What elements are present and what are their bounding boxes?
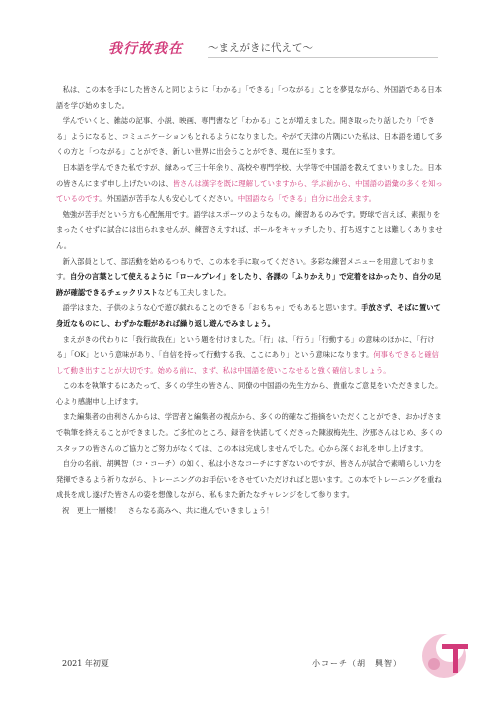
highlight-text: 中国語なら「できる」自分に出会えます。 (237, 194, 376, 204)
paragraph (56, 409, 444, 456)
author-name: 小コーチ（胡 興智） (312, 659, 402, 668)
paragraph (56, 82, 444, 113)
signature-date: 2021 年初夏 (62, 659, 109, 668)
paragraph (56, 254, 444, 301)
signature-block (56, 658, 416, 674)
paragraph (56, 456, 444, 503)
paragraph-text: まえがきの代わりに「我行故我在」という題を付けました。「行」は、「行う」「行動する」の意味のほかに、「行ける」「OK」という意味があり、「自信を持って行動する我、ここにあり」という意味になります。 (56, 334, 435, 360)
highlight-text: 何事もできると確信して動き出すことが大切です。始める前に、まず、私は中国語を使いこなせると強く確信しましょう。 (56, 350, 439, 375)
paragraph-text: 語学はまた、子供のような心で遊び戯れることのできる「おもちゃ」でもあると思います。 (62, 303, 362, 313)
bold-text: 手放さず、そばに置いて身近なものにし、わずかな暇があれば繰り返し遊んでみましょう。 (56, 303, 441, 328)
paragraph-text: 新入部員として、部活動を始めるつもりで、この本を手に取ってください。多彩な練習メニューを用意しております。 (56, 256, 435, 282)
paragraph (56, 207, 444, 254)
bold-text: 自分の言葉として使えるように「ロールプレイ」をしたり、各課の「ふりかえり」で定着をはかったり、自分の足跡が確認できるチェックリスト (56, 272, 442, 297)
paragraph-text: 勉強が苦手だという方も心配無用です。語学はスポーツのようなもの。練習あるのみです。野球で言えば、素振りをまったくせずに試合には出られませんが、練習さえすれば、ボールをキャッチしたり、打ち返すことは難しくありません。 (56, 209, 443, 250)
paragraph-text: 私は、この本を手にした皆さんと同じように「わかる」「できる」「つながる」ことを夢見ながら、外国語である日本語を学び始めました。 (56, 85, 442, 110)
paragraph (56, 378, 444, 409)
paragraph-list (56, 82, 444, 503)
page-subtitle: ～まえがきに代えて～ (208, 42, 313, 54)
paragraph-text: なども工夫しました。 (157, 287, 231, 297)
corner-ornament-icon (420, 628, 470, 680)
highlight-text: 皆さんは漢字を既に理解していますから、学ぶ前から、中国語の語彙の多くを知っているのです (56, 178, 443, 204)
paragraph (56, 160, 444, 207)
closing-line: 祝 更上一層楼！ さらなる高みへ、共に進んでいきましょう！ (62, 506, 274, 516)
page-title: 我行故我在 (108, 41, 183, 57)
paragraph (56, 332, 444, 379)
paragraph-text: また編集者の由利さんからは、学習者と編集者の視点から、多くの的確なご指摘をいただくことができ、おかげさまで執筆を終えることができました。ご多忙のところ、録音を快諾してくださった陳淑梅先生、汐那さんはじめ、多くのスタッフの皆さんのご協力とご努力がなくては、この本は完成しませんでした。心から深くお礼を申し上げます。 (56, 412, 443, 453)
paragraph-text: 日本語を学んできた私ですが、縁あって三十年余り、高校や専門学校、大学等で中国語を教えてまいりました。日本の皆さんにまず申し上げたいのは、 (56, 162, 442, 188)
paragraph-text: 学んでいくと、雑誌の記事、小説、映画、専門書など「わかる」ことが増えました。開き取ったり話したり「できる」ようになると、コミュニケーションもとれるようになりました。やがて天津の片隅にいた私は、日本語を通して多くの方と「つながる」ことができ、新しい世界に出会うことができ、現在に至ります。 (56, 116, 443, 157)
paragraph-text: 自分の名前、胡興智（コ・コーチ）の如く、私は小さなコーチにすぎないのですが、皆さんが試合で素晴らしい力を発揮できるよう祈りながら、トレーニングのお手伝いをさせていただければと思います。この本でトレーニングを重ね成長を成し遂げた皆さんの姿を想像しながら、私もまた新たなチャレンジをして参ります。 (56, 459, 442, 500)
page-header (108, 38, 438, 60)
paragraph-text: 。外国語が苦手な人も安心してください。 (99, 194, 238, 204)
preface-body (56, 82, 444, 519)
header-divider (208, 57, 438, 58)
paragraph-text: この本を執筆するにあたって、多くの学生の皆さん、同僚の中国語の先生方から、貴重なご意見をいただきました。心より感謝申し上げます。 (56, 381, 443, 406)
paragraph (56, 300, 444, 331)
paragraph (56, 113, 444, 160)
